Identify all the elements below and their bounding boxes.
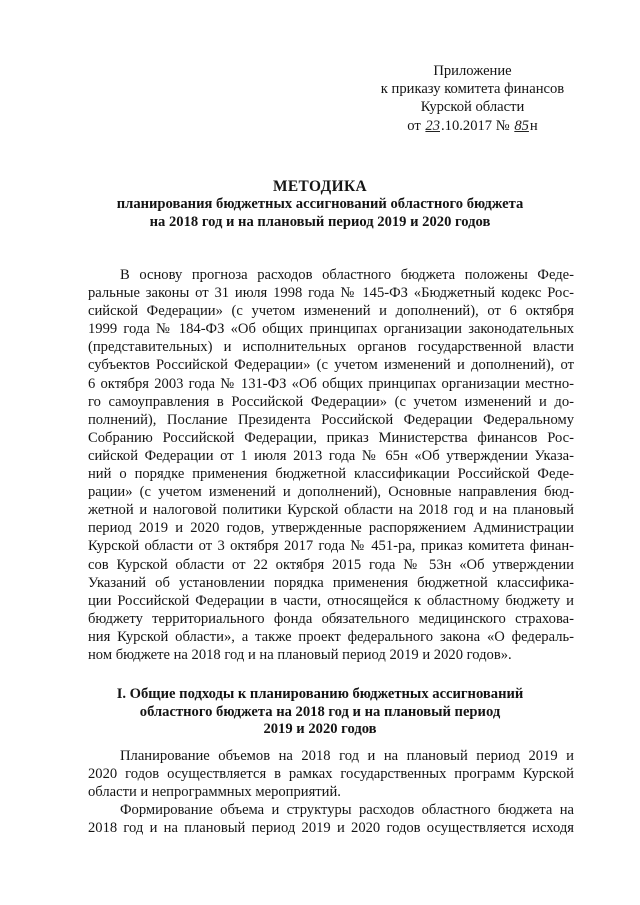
paragraph-line: 2020 годов осуществляется в рамках государственных программ Курской [88, 766, 574, 783]
date-prefix: от [407, 117, 425, 134]
paragraph-line: жетной и налоговой политики Курской области на 2018 год и на плановый [88, 502, 574, 519]
paragraph-line: 6 октября 2003 года № 131-ФЗ «Об общих принципах организации местно- [88, 375, 574, 392]
document-title [60, 178, 580, 231]
paragraph-line: ции Российской Федерации в части, относящейся к областному бюджету и [88, 592, 574, 609]
handwritten-order-number: 85 [514, 117, 529, 134]
appendix-order-ref: к приказу комитета финансов [380, 81, 565, 98]
appendix-header [380, 62, 565, 135]
paragraph-line: рации» (с учетом изменений и дополнений), Основные направления бюд- [88, 484, 574, 501]
title-line-1: планирования бюджетных ассигнований областного бюджета [116, 195, 524, 212]
section-paragraph-2 [88, 801, 574, 837]
paragraph-line: 2018 год и на плановый период 2019 и 2020 годов осуществляется исходя [88, 820, 574, 837]
paragraph-line: ния Курской области», а также проект федерального закона «О федераль- [88, 628, 574, 645]
paragraph-line: бюджету территориального фонда обязательного медицинского страхова- [88, 610, 574, 627]
paragraph-line: Указаний об установлении порядка применения бюджетной классифика- [88, 574, 574, 591]
section-heading-line-2: областного бюджета на 2018 год и на плановый период [139, 703, 501, 720]
section-paragraph-1 [88, 747, 574, 801]
paragraph-line: ном бюджете на 2018 год и на плановый период 2019 и 2020 годов». [88, 646, 512, 663]
paragraph-line: Планирование объемов на 2018 год и на плановый период 2019 и [120, 748, 574, 764]
paragraph-line: Формирование объема и структуры расходов областного бюджета на [120, 802, 574, 818]
section-heading [60, 686, 580, 739]
paragraph-line: сийской Федерации от 1 июля 2013 года № 65н «Об утверждении Указа- [88, 447, 574, 464]
paragraph-line: ний о порядке применения бюджетной классификации Российской Феде- [88, 466, 574, 483]
appendix-region: Курской области [420, 99, 525, 116]
appendix-label: Приложение [433, 63, 512, 79]
title-heading: МЕТОДИКА [272, 178, 368, 195]
paragraph-line: (представительных) и исполнительных органов государственной власти [88, 339, 574, 356]
order-suffix: н [529, 117, 538, 134]
paragraph-line: сийской Федерации» (с учетом изменений и дополнений), от 6 октября [88, 303, 574, 320]
section-heading-line-3: 2019 и 2020 годов [263, 721, 377, 738]
paragraph-line: Собранию Российской Федерации, приказ Министерства финансов Рос- [88, 429, 574, 446]
paragraph-line: ральные законы от 31 июля 1998 года № 145-ФЗ «Бюджетный кодекс Рос- [88, 285, 574, 302]
paragraph-line: 1999 года № 184-ФЗ «Об общих принципах организации законодательных [88, 321, 574, 338]
paragraph-line: сов Курской области от 22 октября 2015 года № 53н «Об утверждении [88, 556, 574, 573]
paragraph-line: период 2019 и 2020 годов, утвержденные распоряжением Администрации [88, 520, 574, 537]
title-line-2: на 2018 год и на плановый период 2019 и 2020 годов [149, 213, 491, 230]
paragraph-line: го самоуправления в Российской Федерации» (с учетом изменений и до- [88, 393, 574, 410]
intro-paragraph [88, 266, 574, 664]
section-heading-line-1: I. Общие подходы к планированию бюджетных ассигнований [116, 686, 524, 702]
paragraph-line: области и непрограммных мероприятий. [88, 784, 341, 801]
handwritten-day: 23 [425, 117, 440, 134]
paragraph-line: Курской области от 3 октября 2017 года № 451-ра, приказ комитета финан- [88, 538, 574, 555]
appendix-date-line [380, 117, 565, 135]
date-rest: .10.2017 № [441, 117, 514, 134]
paragraph-line: полнений), Послание Президента Российской Федерации Федеральному [88, 411, 574, 428]
paragraph-line: субъектов Российской Федерации» (с учетом изменений и дополнений), от [88, 357, 574, 374]
paragraph-line: В основу прогноза расходов областного бюджета положены Феде- [120, 267, 574, 283]
